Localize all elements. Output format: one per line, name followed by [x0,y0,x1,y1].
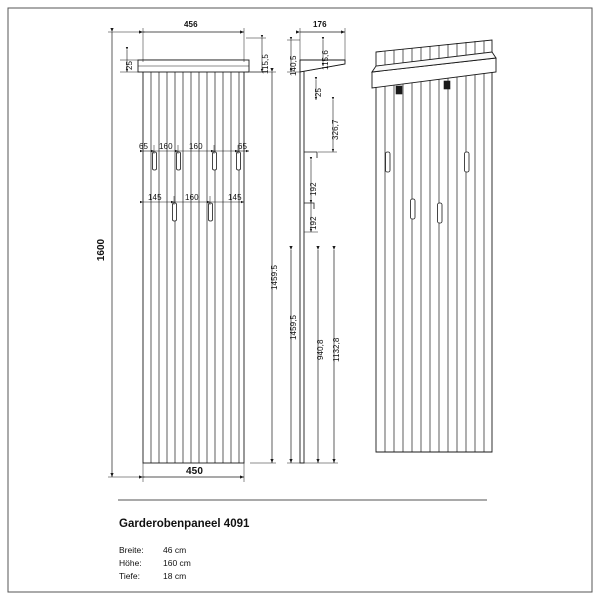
caption-title: Garderobenpaneel 4091 [119,518,250,530]
spec-label-breite: Breite: [119,545,144,555]
side-height-e-label: 940,8 [316,339,325,360]
side-depth-label: 176 [313,20,327,29]
spec-value-breite: 46 cm [163,545,187,555]
spec-label-hoehe: Höhe: [119,558,142,568]
side-top-label: 140,5 [289,55,298,76]
spec-label-tiefe: Tiefe: [119,571,140,581]
side-height-f-label: 1132,8 [332,337,341,362]
front-width-label: 456 [184,20,198,29]
front-top-height-label: 115,5 [261,54,270,74]
front-bottom-width-label: 450 [186,466,203,477]
spec-value-hoehe: 160 cm [163,558,191,568]
side-height-c-label: 192 [309,216,318,230]
spec-value-tiefe: 18 cm [163,571,187,581]
side-height-a-label: 326,7 [331,119,340,140]
front-inner-height-label: 1459.5 [270,264,279,290]
front-hook-dim-6: 160 [185,193,199,202]
front-overall-height-label: 1600 [96,238,107,262]
side-shelf-depth-label: 115,6 [321,50,330,70]
front-hook-dim-3: 160 [189,142,203,151]
side-small-label: 25 [314,87,323,97]
front-hook-dim-7: 145 [228,193,242,202]
front-hook-dim-2: 160 [159,142,173,151]
front-hook-dim-1: 65 [139,142,149,151]
front-hook-dim-4: 65 [238,142,248,151]
side-height-d-label: 1459,5 [289,314,298,340]
side-height-b-label: 192 [309,182,318,196]
front-top-offset-label: 25 [125,60,134,70]
front-hook-dim-5: 145 [148,193,162,202]
